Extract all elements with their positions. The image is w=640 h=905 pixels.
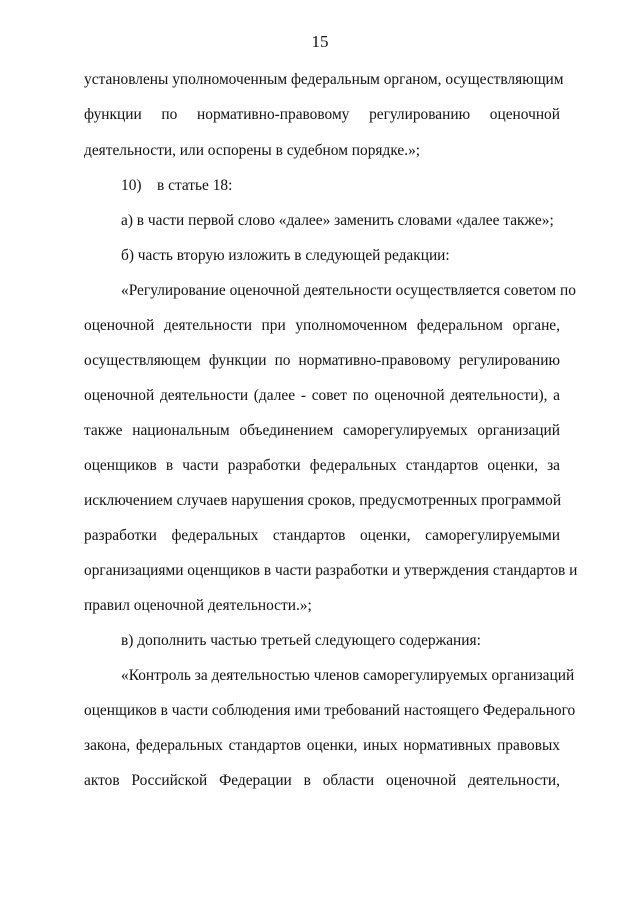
text-line: исключением случаев нарушения сроков, предусмотренных программой <box>84 492 562 509</box>
text-line: оценщиков в части соблюдения ими требований настоящего Федерального <box>84 702 576 719</box>
text-line: также национальным объединением саморегулируемых организаций <box>84 422 560 439</box>
text-line: разработки федеральных стандартов оценки, саморегулируемыми <box>84 527 560 544</box>
page-number: 15 <box>311 32 329 51</box>
list-item-number: 10) <box>121 177 142 194</box>
text-line: оценщиков в части разработки федеральных стандартов оценки, за <box>84 457 560 474</box>
text-line: функции по нормативно-правовому регулированию оценочной <box>84 106 560 123</box>
text-line: актов Российской Федерации в области оценочной деятельности, <box>84 772 560 789</box>
text-line: деятельности, или оспорены в судебном порядке.»; <box>84 142 421 159</box>
text-line: «Регулирование оценочной деятельности осуществляется советом по <box>121 282 576 299</box>
text-line: организациями оценщиков в части разработки и утверждения стандартов и <box>84 562 578 579</box>
text-line: «Контроль за деятельностью членов саморегулируемых организаций <box>121 667 575 684</box>
text-line: правил оценочной деятельности.»; <box>84 597 312 614</box>
text-line: оценочной деятельности (далее - совет по оценочной деятельности), а <box>84 387 560 404</box>
list-item-text: в статье 18: <box>157 177 233 194</box>
text-line: б) часть вторую изложить в следующей редакции: <box>121 247 450 264</box>
text-line: а) в части первой слово «далее» заменить словами «далее также»; <box>121 212 554 229</box>
text-line: оценочной деятельности при уполномоченном федеральном органе, <box>84 317 560 334</box>
text-line: закона, федеральных стандартов оценки, иных нормативных правовых <box>84 737 560 754</box>
text-line: осуществляющем функции по нормативно-правовому регулированию <box>84 352 560 369</box>
text-line: в) дополнить частью третьей следующего содержания: <box>121 632 481 649</box>
text-line: установлены уполномоченным федеральным органом, осуществляющим <box>84 71 564 88</box>
